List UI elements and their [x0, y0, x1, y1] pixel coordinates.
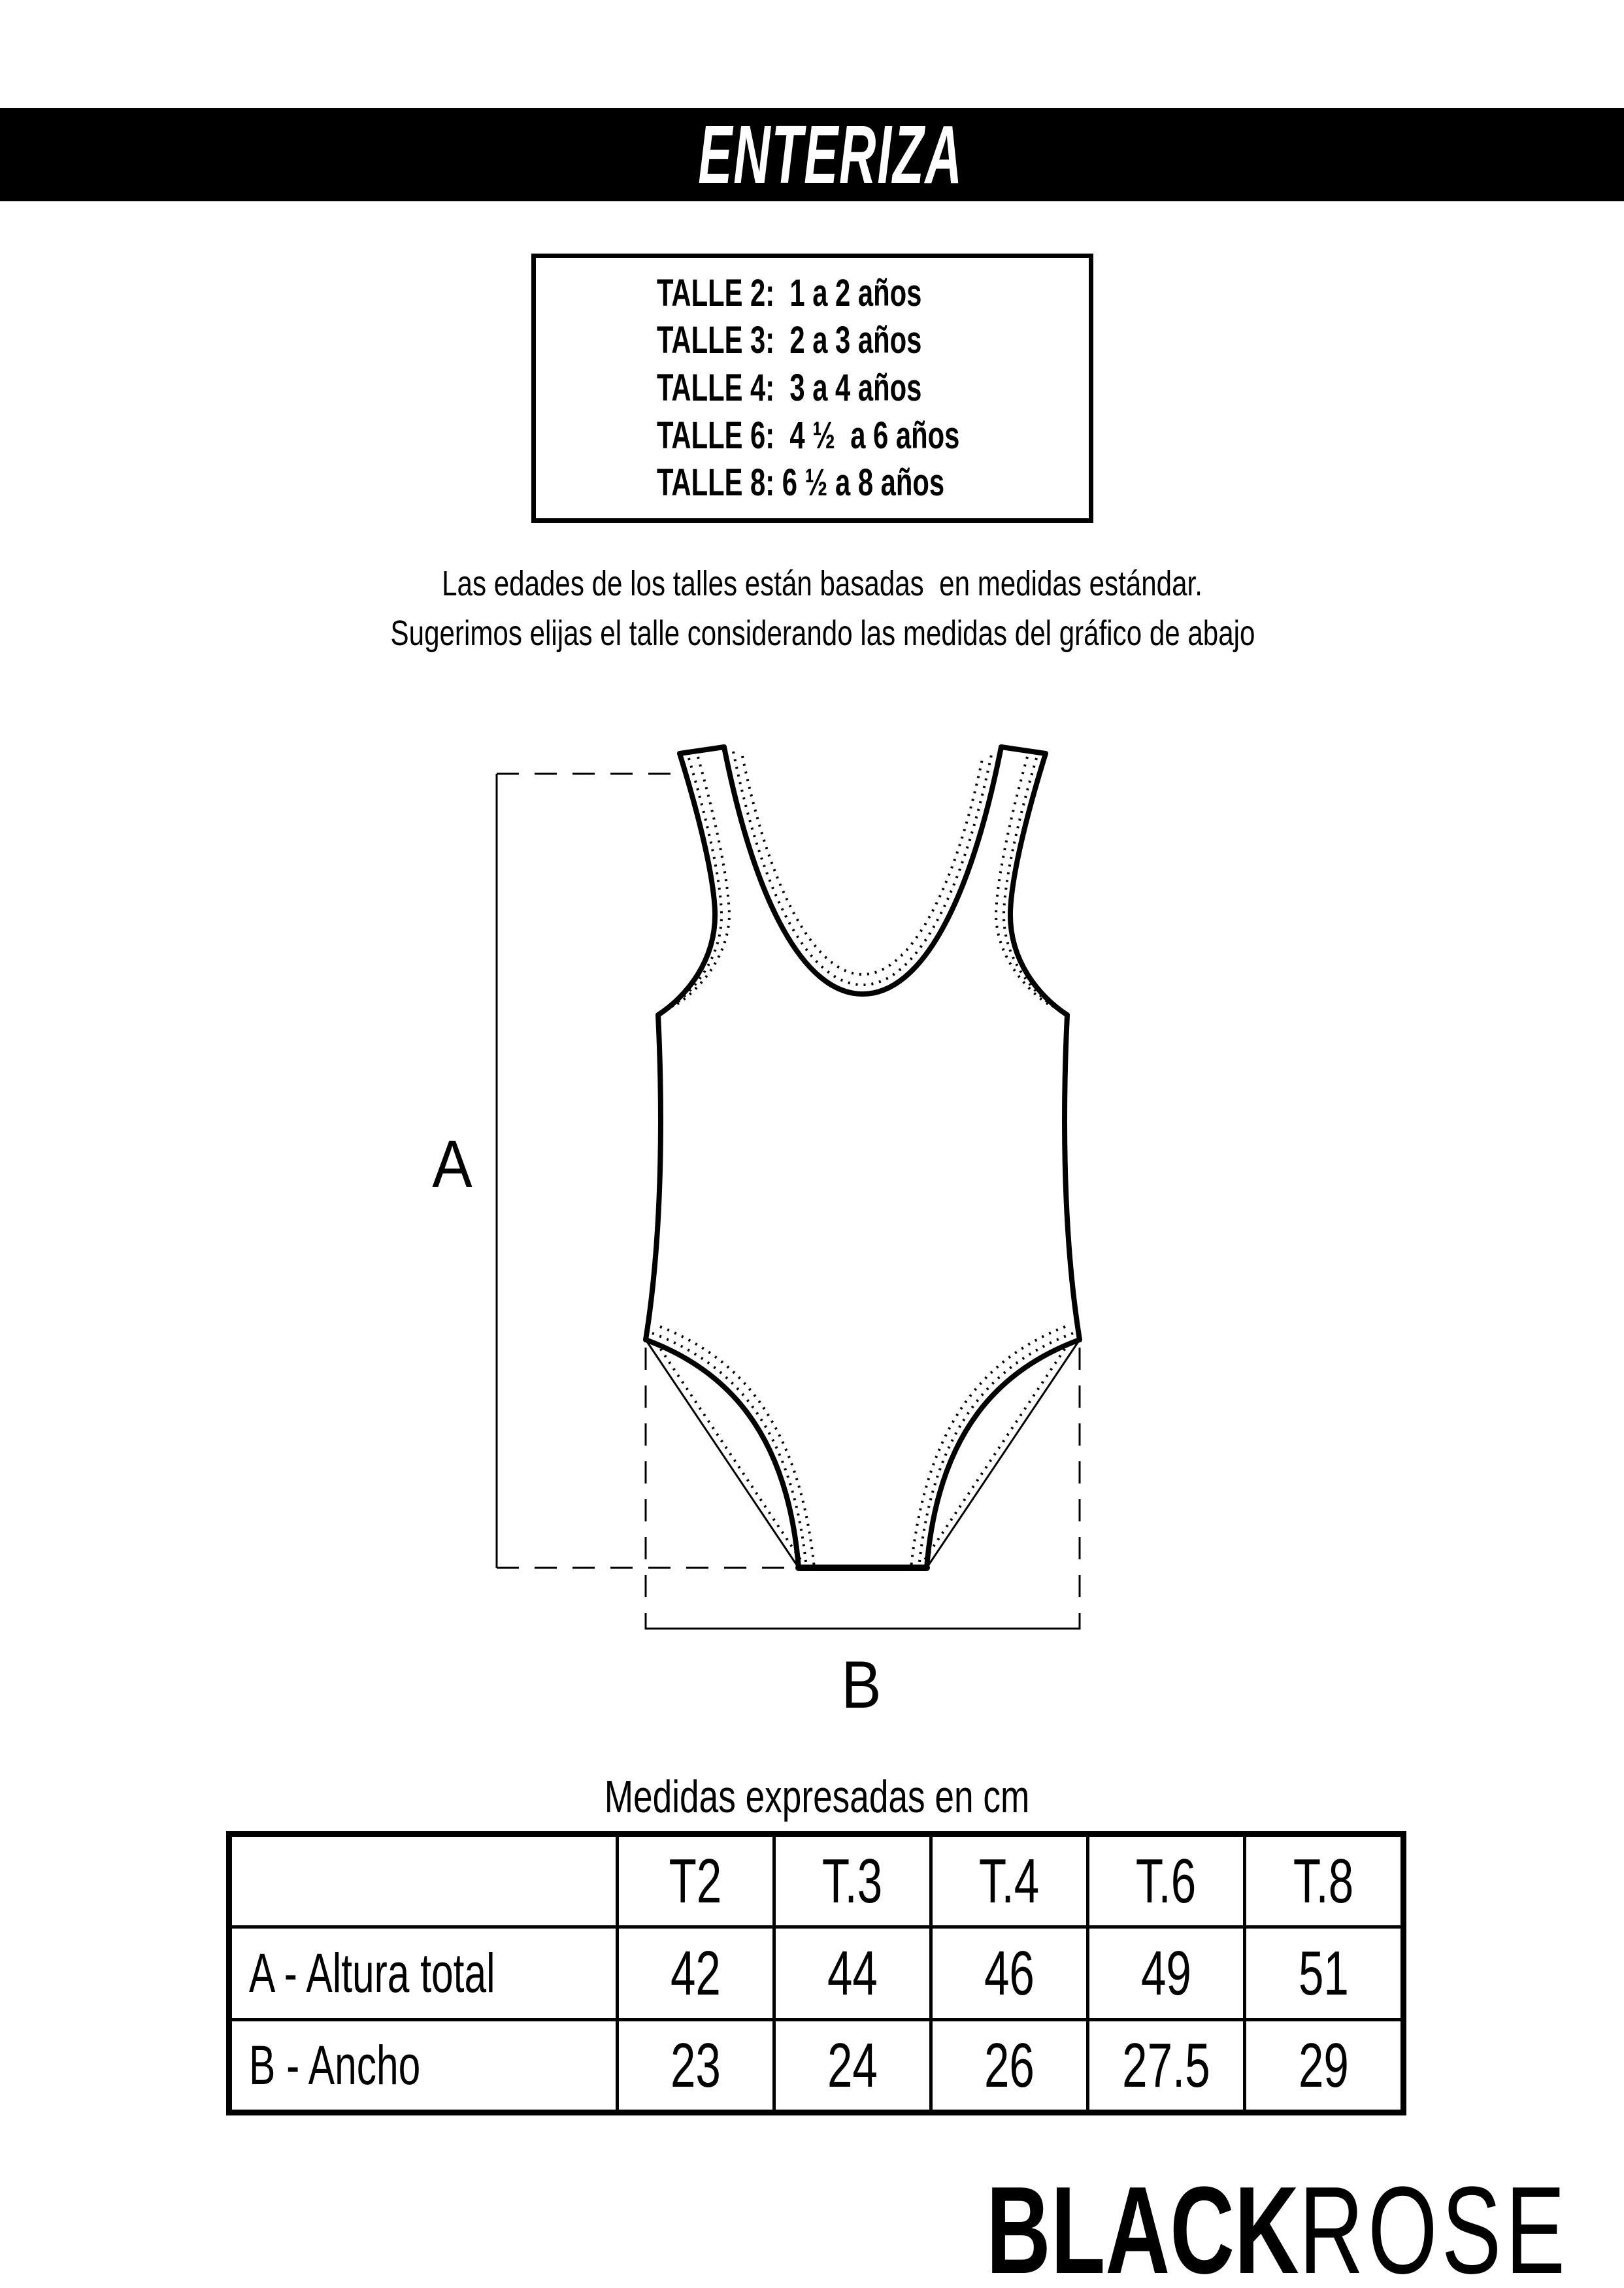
- table-row-altura: [229, 1927, 1404, 2020]
- row-label-altura: A - Altura total: [229, 1927, 618, 2020]
- right-leg-stitch-2: [911, 1327, 1065, 1568]
- note-line-1: Las edades de los talles están basadas en medidas estándar.: [442, 564, 1203, 603]
- leotard-outline: [646, 747, 1080, 1568]
- right-leg-diagonal-stitch: [924, 1342, 1069, 1561]
- size-line-talle-3: TALLE 3: 2 a 3 años: [657, 319, 922, 362]
- leotard-right-side: [1010, 754, 1080, 1340]
- dimension-b-lines: [646, 1348, 1080, 1629]
- dimension-b-label: B: [841, 1648, 882, 1722]
- leotard-right-strap-top: [1001, 747, 1046, 754]
- table-row-ancho: [229, 2020, 1404, 2113]
- column-header-t8: T.8: [1245, 1834, 1404, 1927]
- brand-logo-rose: ROSE: [1299, 2161, 1569, 2288]
- ancho-value-t3: 24: [774, 2020, 931, 2113]
- column-header-t2: T2: [618, 1834, 774, 1927]
- left-leg-stitch-2: [660, 1327, 814, 1568]
- neckline-stitch-1: [733, 752, 992, 985]
- altura-value-t8: 51: [1245, 1927, 1404, 2020]
- column-header-t6: T.6: [1088, 1834, 1245, 1927]
- leotard-left-side: [646, 754, 715, 1340]
- dimension-a-lines: [497, 774, 799, 1568]
- altura-value-t2: 42: [618, 1927, 774, 2020]
- left-leg-diagonal-stitch: [656, 1342, 801, 1561]
- right-leg-diagonal-seam: [927, 1340, 1080, 1568]
- neckline-stitch-2: [742, 756, 983, 974]
- ancho-value-t2: 23: [618, 2020, 774, 2113]
- ancho-value-t8: 29: [1245, 2020, 1404, 2113]
- table-corner-cell: [229, 1834, 618, 1927]
- brand-logo: [986, 2161, 1569, 2288]
- altura-value-t4: 46: [931, 1927, 1088, 2020]
- brand-logo-black: BLACK: [986, 2161, 1299, 2288]
- page-title: ENTERIZA: [697, 108, 963, 201]
- column-header-t3: T.3: [774, 1834, 931, 1927]
- size-line-talle-4: TALLE 4: 3 a 4 años: [657, 366, 922, 409]
- altura-value-t3: 44: [774, 1927, 931, 2020]
- ancho-value-t4: 26: [931, 2020, 1088, 2113]
- row-label-ancho: B - Ancho: [229, 2020, 618, 2113]
- table-caption: Medidas expresadas en cm: [604, 1771, 1030, 1822]
- size-line-talle-8: TALLE 8: 6 ½ a 8 años: [657, 461, 945, 505]
- leotard-left-strap-top: [680, 747, 724, 754]
- altura-value-t6: 49: [1088, 1927, 1245, 2020]
- ancho-value-t6: 27.5: [1088, 2020, 1245, 2113]
- measurements-table: [226, 1831, 1406, 2115]
- size-line-talle-6: TALLE 6: 4 ½ a 6 años: [657, 414, 960, 457]
- note-line-2: Sugerimos elijas el talle considerando las medidas del gráfico de abajo: [390, 614, 1255, 653]
- table-header-row: [229, 1834, 1404, 1927]
- size-line-talle-2: TALLE 2: 1 a 2 años: [657, 271, 922, 314]
- column-header-t4: T.4: [931, 1834, 1088, 1927]
- dimension-b-measure-line: [646, 1613, 1080, 1629]
- dimension-a-label: A: [432, 1127, 472, 1201]
- left-leg-diagonal-seam: [646, 1340, 799, 1568]
